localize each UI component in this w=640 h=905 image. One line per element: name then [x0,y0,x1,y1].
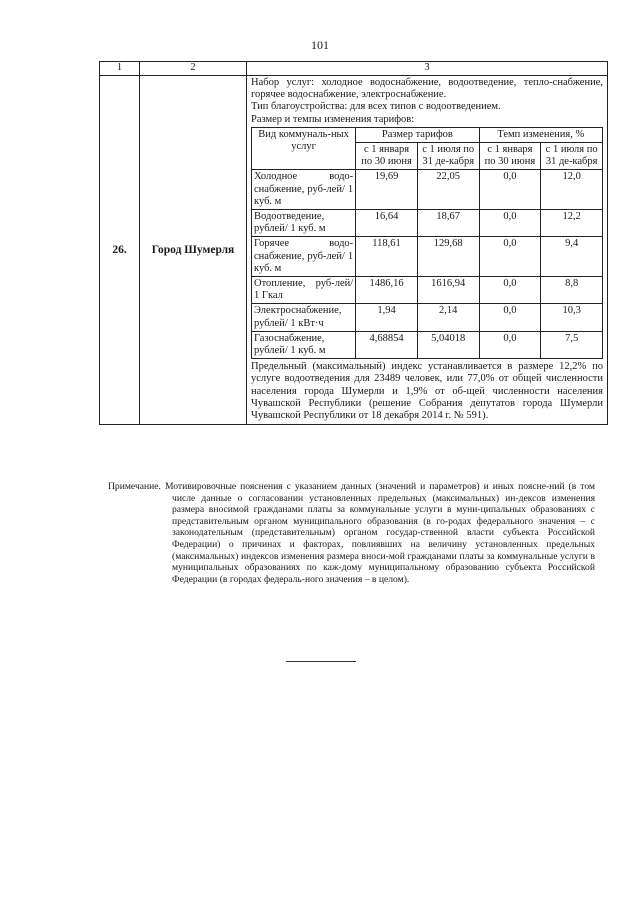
tariff-value: 129,68 [417,237,479,277]
tariff-rates-table [251,127,603,359]
period-header: с 1 января по 30 июня [356,143,418,170]
change-rate-value: 0,0 [479,210,541,237]
services-set: Набор услуг: холодное водоснабжение, водоотведение, тепло-снабжение, горячее водоснабжение, электроснабжение. [251,77,603,101]
note-label: Примечание. [108,481,161,492]
end-divider-line [286,661,356,662]
table-row [252,237,603,277]
change-rate-value: 9,4 [541,237,603,277]
municipality-row [100,76,608,425]
table-row [252,304,603,331]
note-paragraph [108,481,595,585]
table-row [252,331,603,358]
change-rate-value: 10,3 [541,304,603,331]
tariff-value: 22,05 [417,170,479,210]
tariff-value: 2,14 [417,304,479,331]
column-number-1: 1 [100,62,140,76]
column-number-3: 3 [247,62,608,76]
service-name: Холодное водо-снабжение, руб-лей/ 1 куб. м [252,170,356,210]
change-rate-header: Темп изменения, % [479,127,602,142]
period-header: с 1 июля по 31 де-кабря [541,143,603,170]
note-text: Мотивировочные пояснения с указанием данных (значений и параметров) и иных поясне-ний (в том числе данные о согласовании установленных предельных (максимальных) ин-дексов изменения размера вносимой гражданами платы за коммунальные услуги в муни-ципальных образованиях с представительным органом муниципального образования (в го-родах федерального значения – с законодательным (представительным) органом государ-ственной власти субъекта Российской Федерации) о причинах и факторах, повлиявших на величину установленных предельных (максимальных) индексов изменения размера вноси-мой гражданами платы за коммунальные услуги в муниципальных образованиях по каж-дому муниципальному образованию субъекта Российской Федерации (в городах федераль-ного значения – в целом). [164,481,595,585]
table-row [252,170,603,210]
tariff-value: 1616,94 [417,277,479,304]
service-name: Отопление, руб-лей/ 1 Гкал [252,277,356,304]
tariff-size-header: Размер тарифов [356,127,479,142]
change-rate-value: 0,0 [479,237,541,277]
tariff-heading: Размер и темпы изменения тарифов: [251,113,415,125]
service-type-header: Вид коммуналь-ных услуг [252,127,356,170]
change-rate-value: 8,8 [541,277,603,304]
service-name: Водоотведение, рублей/ 1 куб. м [252,210,356,237]
municipality-name: Город Шумерля [140,76,247,425]
tariff-value: 16,64 [356,210,418,237]
tariff-value: 1,94 [356,304,418,331]
tariff-header-row [252,127,603,142]
amenity-type: Тип благоустройства: для всех типов с водоотведением. [251,101,501,113]
tariff-value: 118,61 [356,237,418,277]
table-row [252,210,603,237]
tariff-value: 4,68854 [356,331,418,358]
column-number-row [100,62,608,76]
row-number: 26. [100,76,140,425]
period-header: с 1 июля по 31 де-кабря [417,143,479,170]
change-rate-value: 12,2 [541,210,603,237]
period-header: с 1 января по 30 июня [479,143,541,170]
change-rate-value: 0,0 [479,170,541,210]
page-number: 101 [311,38,329,52]
change-rate-value: 0,0 [479,304,541,331]
change-rate-value: 12,0 [541,170,603,210]
change-rate-value: 0,0 [479,277,541,304]
limit-index-text: Предельный (максимальный) индекс устанавливается в размере 12,2% по услуге водоотведения для 23489 человек, или 77,0% от общей численности населения города Шумерли и 1,9% от об-щей численности населения Чувашской Республики (решение Собрания депутатов города Шумерли Чувашской Республики от 18 декабря 2014 г. № 591). [251,361,603,422]
tariff-value: 1486,16 [356,277,418,304]
table-row [252,277,603,304]
tariff-value: 5,04018 [417,331,479,358]
tariff-details [247,76,608,425]
tariff-value: 18,67 [417,210,479,237]
service-name: Горячее водо-снабжение, руб-лей/ 1 куб. м [252,237,356,277]
column-number-2: 2 [140,62,247,76]
service-name: Электроснабжение, рублей/ 1 кВт·ч [252,304,356,331]
change-rate-value: 7,5 [541,331,603,358]
service-name: Газоснабжение, рублей/ 1 куб. м [252,331,356,358]
change-rate-value: 0,0 [479,331,541,358]
tariff-value: 19,69 [356,170,418,210]
tariff-document-table [99,61,608,425]
